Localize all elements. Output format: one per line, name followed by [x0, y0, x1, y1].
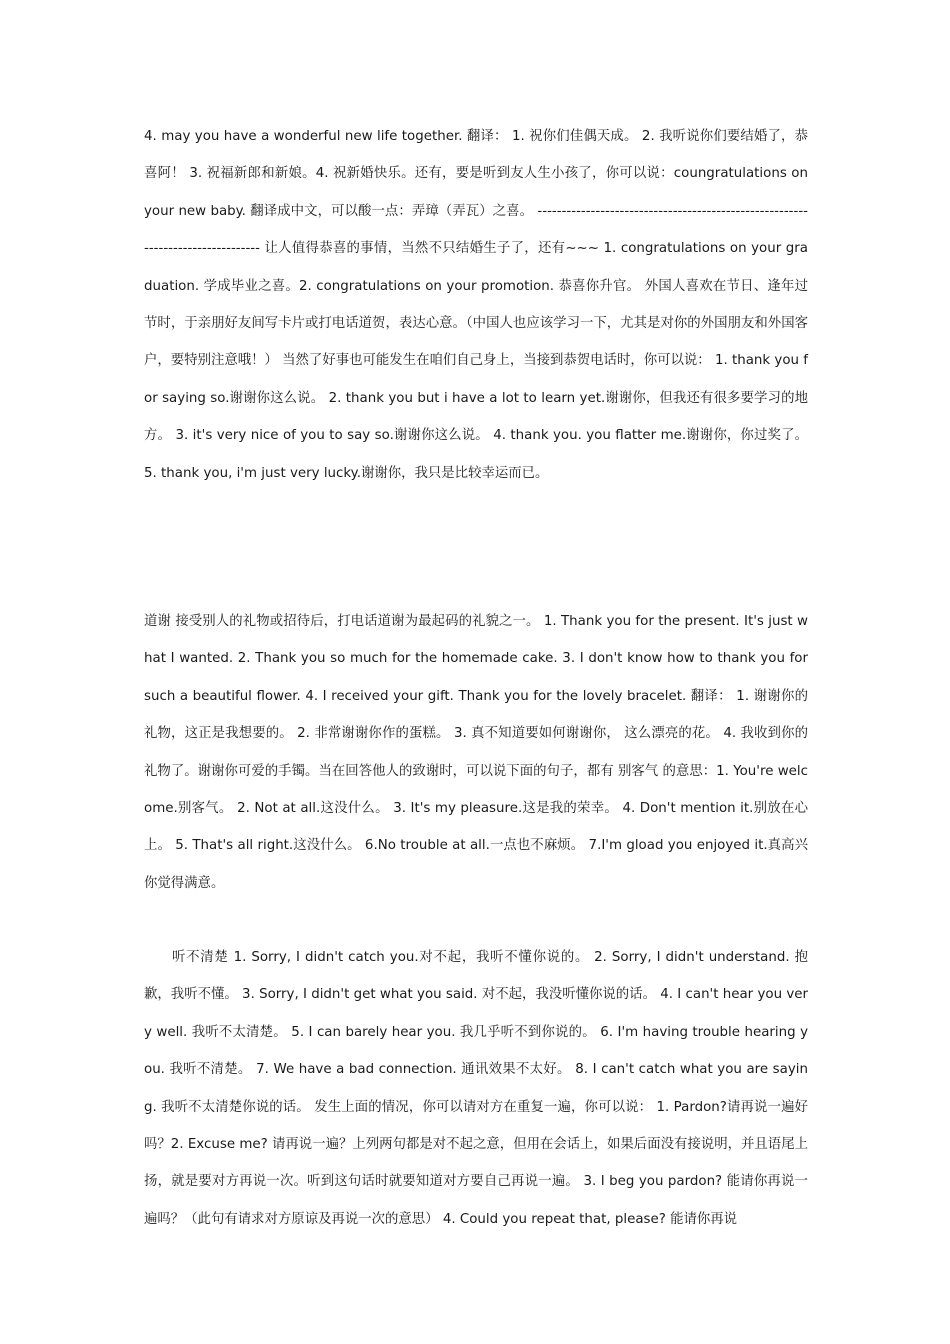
thanks-section — [144, 603, 808, 902]
congratulations-section — [144, 118, 808, 492]
congratulations-paragraph: 4. may you have a wonderful new life together. 翻译： 1. 祝你们佳偶天成。 2. 我听说你们要结婚了，恭喜阿！ 3. 祝福新郎和新娘。4. 祝新婚快乐。还有，要是听到友人生小孩了，你可以说：coungratulations on your new baby. 翻译成中文，可以酸一点：弄璋（弄瓦）之喜。 -------------------------------------------------------------------------------- 让人值得恭喜的事情，当然不只结婚生子了，还有~~~ 1. congratulations on your graduation. 学成毕业之喜。2. congratulations on your promotion. 恭喜你升官。 外国人喜欢在节日、逢年过节时，于亲朋好友间写卡片或打电话道贺，表达心意。（中国人也应该学习一下，尤其是对你的外国朋友和外国客户，要特别注意哦！） 当然了好事也可能发生在咱们自己身上，当接到恭贺电话时，你可以说： 1. thank you for saying so.谢谢你这么说。 2. thank you but i have a lot to learn yet.谢谢你，但我还有很多要学习的地方。 3. it's very nice of you to say so.谢谢你这么说。 4. thank you. you flatter me.谢谢你，你过奖了。 5. thank you, i'm just very lucky.谢谢你，我只是比较幸运而已。 — [144, 129, 808, 481]
cannot-hear-section — [144, 939, 808, 1238]
thanks-paragraph: 道谢 接受别人的礼物或招待后，打电话道谢为最起码的礼貌之一。 1. Thank you for the present. It's just what I wanted. 2. Thank you so much for the homemade cake. 3. I don't know how to thank you for such a beautiful flower. 4. I received your gift. Thank you for the lovely bracelet. 翻译： 1. 谢谢你的礼物，这正是我想要的。 2. 非常谢谢你作的蛋糕。 3. 真不知道要如何谢谢你， 这么漂亮的花。 4. 我收到你的礼物了。谢谢你可爱的手镯。当在回答他人的致谢时，可以说下面的句子，都有 别客气 的意思：1. You're welcome.别客气。 2. Not at all.这没什么。 3. It's my pleasure.这是我的荣幸。 4. Don't mention it.别放在心上。 5. That's all right.这没什么。 6.No trouble at all.一点也不麻烦。 7.I'm gload you enjoyed it.真高兴你觉得满意。 — [144, 614, 808, 891]
cannot-hear-paragraph: 听不清楚 1. Sorry, I didn't catch you.对不起，我听不懂你说的。 2. Sorry, I didn't understand. 抱歉，我听不懂。 3. Sorry, I didn't get what you said. 对不起，我没听懂你说的话。 4. I can't hear you very well. 我听不太清楚。 5. I can barely hear you. 我几乎听不到你说的。 6. I'm having trouble hearing you. 我听不清楚。 7. We have a bad connection. 通讯效果不太好。 8. I can't catch what you are saying. 我听不太清楚你说的话。 发生上面的情况，你可以请对方在重复一遍，你可以说： 1. Pardon?请再说一遍好吗？2. Excuse me? 请再说一遍？上列两句都是对不起之意，但用在会话上，如果后面没有接说明，并且语尾上扬，就是要对方再说一次。听到这句话时就要知道对方要自己再说一遍。 3. I beg you pardon? 能请你再说一遍吗？（此句有请求对方原谅及再说一次的意思） 4. Could you repeat that, please? 能请你再说 — [144, 950, 808, 1227]
